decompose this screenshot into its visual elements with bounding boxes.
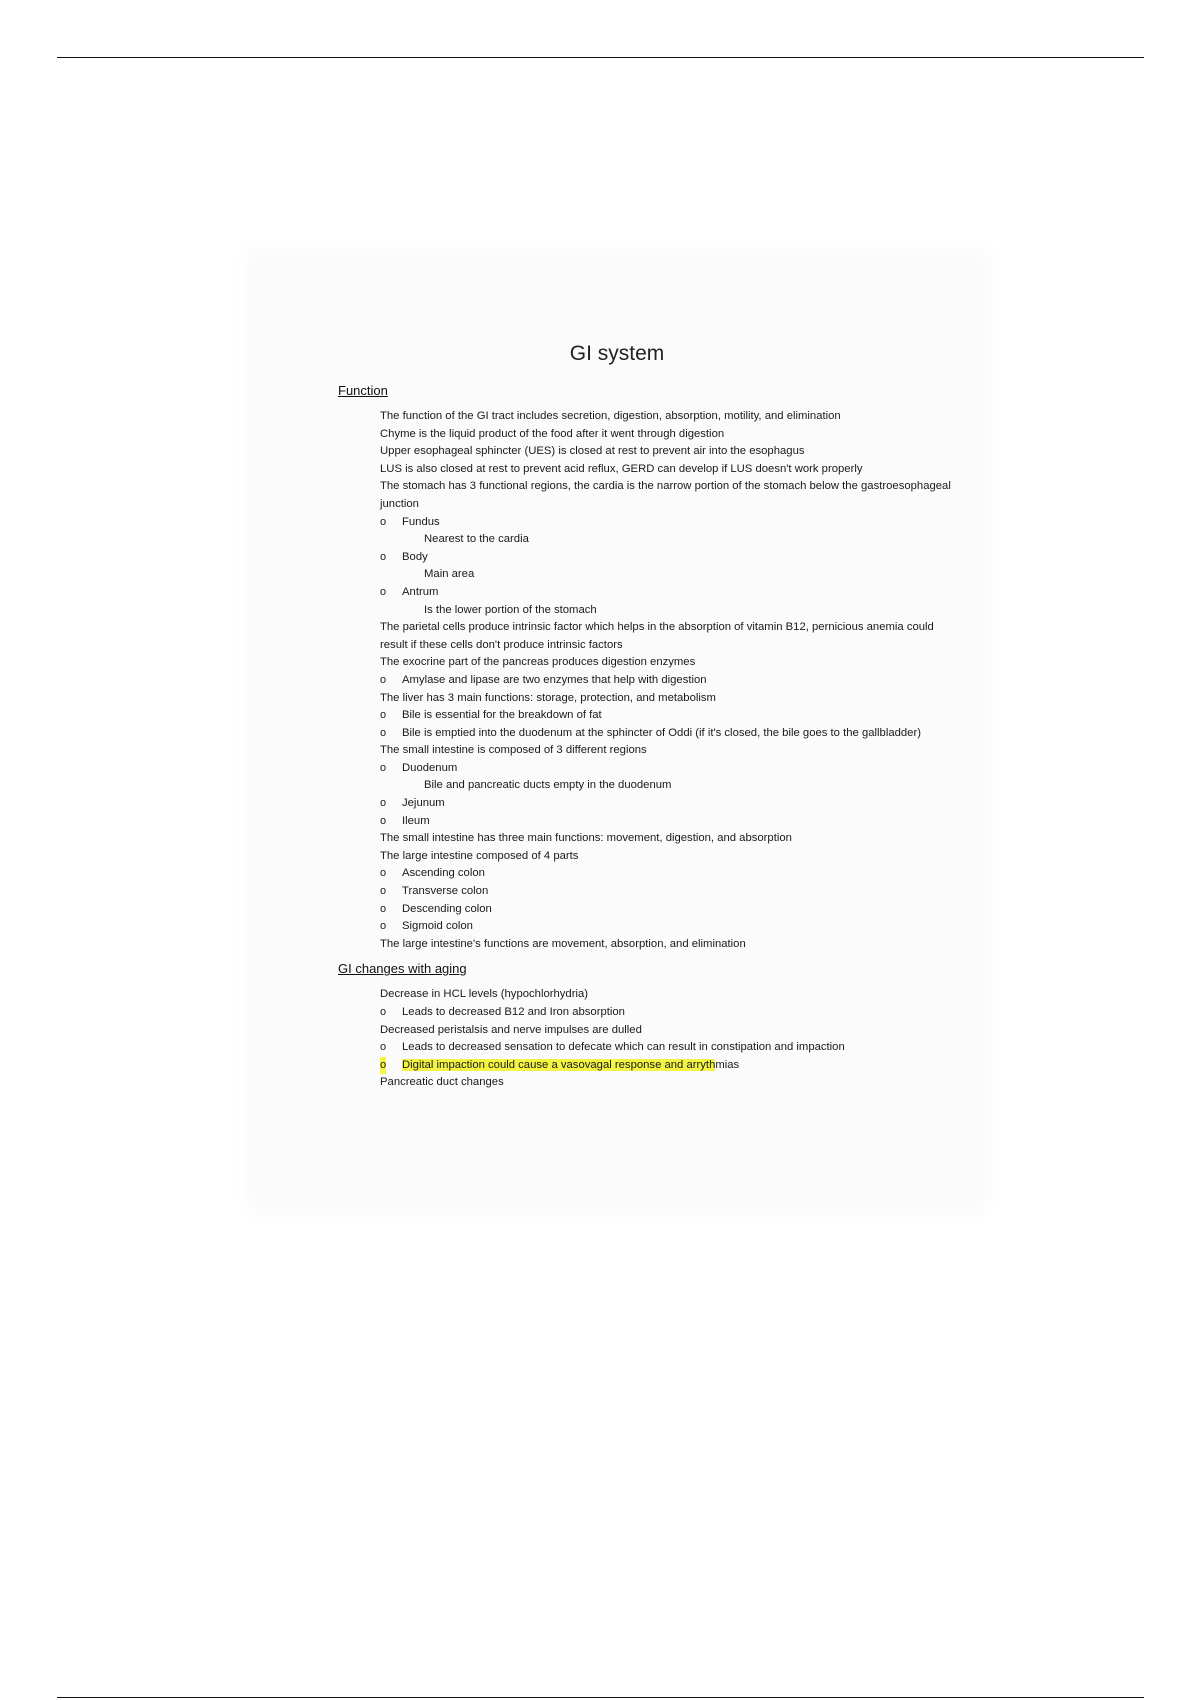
list-item: LUS is also closed at rest to prevent acid reflux, GERD can develop if LUS doesn't work properly [380, 462, 863, 475]
function-list [338, 408, 963, 953]
list-item: o Antrum Is the lower portion of the stomach [380, 584, 963, 619]
bullet-icon: o [380, 726, 387, 739]
top-rule [57, 57, 1144, 58]
bullet-icon: o [380, 761, 387, 774]
list-item: The large intestine's functions are movement, absorption, and elimination [380, 937, 746, 950]
bullet-icon: o [380, 1006, 387, 1018]
list-item: Upper esophageal sphincter (UES) is closed at rest to prevent air into the esophagus [380, 445, 805, 458]
document-page [256, 258, 978, 1203]
list-item: Decrease in HCL levels (hypochlorhydria) o Leads to decreased B12 and Iron absorption [338, 986, 963, 1021]
list-item: o Duodenum Bile and pancreatic ducts empty in the duodenum [380, 760, 963, 795]
list-item: Bile and pancreatic ducts empty in the duodenum [424, 779, 672, 792]
list-item: o Jejunum [380, 795, 963, 813]
list-item: Chyme is the liquid product of the food after it went through digestion [380, 427, 725, 440]
list-item: o Sigmoid colon [380, 918, 963, 936]
bullet-icon: o [380, 814, 387, 827]
list-item: The large intestine composed of 4 parts o Ascending colon o Transverse colon o Descending colon o Sigmoid colon [338, 848, 963, 936]
bullet-icon: o [380, 885, 387, 898]
bullet-icon: o [380, 673, 387, 686]
bullet-icon: o [380, 797, 387, 810]
list-item: o Transverse colon [380, 883, 963, 901]
list-item: o Descending colon [380, 901, 963, 919]
list-item: Decreased peristalsis and nerve impulses are dulled o Leads to decreased sensation to defecate which can result in constipation and impaction o Digital impaction could cause a vasovagal response and arrythmias [338, 1022, 963, 1075]
list-item: Main area [424, 568, 475, 581]
highlighted-text: Digital impaction could cause a vasovagal response and arryth [402, 1058, 716, 1071]
section-heading-function: Function [338, 383, 388, 398]
bullet-icon: o [380, 902, 387, 915]
list-item: o Leads to decreased B12 and Iron absorption [380, 1004, 963, 1022]
bullet-icon: o [380, 867, 387, 880]
list-item: The small intestine is composed of 3 different regions o Duodenum Bile and pancreatic ducts empty in the duodenum o Jejunum o Ileum [338, 742, 963, 830]
list-item: o Ileum [380, 813, 963, 831]
page-title: GI system [569, 342, 665, 365]
bullet-icon: o [380, 1057, 386, 1075]
document-content [338, 382, 963, 1092]
list-item: o Ascending colon [380, 865, 963, 883]
list-item: The liver has 3 main functions: storage, protection, and metabolism o Bile is essential for the breakdown of fat o Bile is emptied into the duodenum at the sphincter of Oddi (if it's closed, the bile goes to the gallbladder) [338, 690, 963, 743]
bottom-rule [57, 1697, 1144, 1698]
aging-list [338, 986, 963, 1092]
list-item: o Body Main area [380, 549, 963, 584]
bullet-icon: o [380, 515, 387, 528]
list-item: The small intestine has three main functions: movement, digestion, and absorption [380, 832, 792, 845]
list-item: o Bile is emptied into the duodenum at the sphincter of Oddi (if it's closed, the bile goes to the gallbladder) [380, 725, 963, 743]
list-item: The exocrine part of the pancreas produces digestion enzymes o Amylase and lipase are two enzymes that help with digestion [338, 654, 963, 689]
list-item: Pancreatic duct changes [380, 1076, 504, 1089]
bullet-icon: o [380, 585, 387, 598]
list-item: The function of the GI tract includes secretion, digestion, absorption, motility, and elimination [380, 410, 841, 422]
bullet-icon: o [380, 920, 387, 933]
list-item: The stomach has 3 functional regions, the cardia is the narrow portion of the stomach below the gastroesophageal junction o Fundus Nearest to the cardia o Body Main area o Antrum Is the lower portion of the stomach [338, 478, 963, 619]
list-item: Is the lower portion of the stomach [424, 603, 597, 616]
list-item: o Amylase and lipase are two enzymes that help with digestion [380, 672, 963, 690]
list-item: o Fundus Nearest to the cardia [380, 514, 963, 549]
list-item: o Digital impaction could cause a vasovagal response and arrythmias [380, 1057, 963, 1075]
bullet-icon: o [380, 709, 387, 722]
list-item: Nearest to the cardia [424, 533, 529, 546]
section-heading-aging: GI changes with aging [338, 961, 467, 977]
list-item: o Bile is essential for the breakdown of fat [380, 707, 963, 725]
bullet-icon: o [380, 550, 387, 563]
bullet-icon: o [380, 1041, 387, 1054]
list-item: o Leads to decreased sensation to defecate which can result in constipation and impaction [380, 1039, 963, 1057]
list-item: The parietal cells produce intrinsic factor which helps in the absorption of vitamin B12, pernicious anemia could result if these cells don't produce intrinsic factors [380, 621, 934, 651]
